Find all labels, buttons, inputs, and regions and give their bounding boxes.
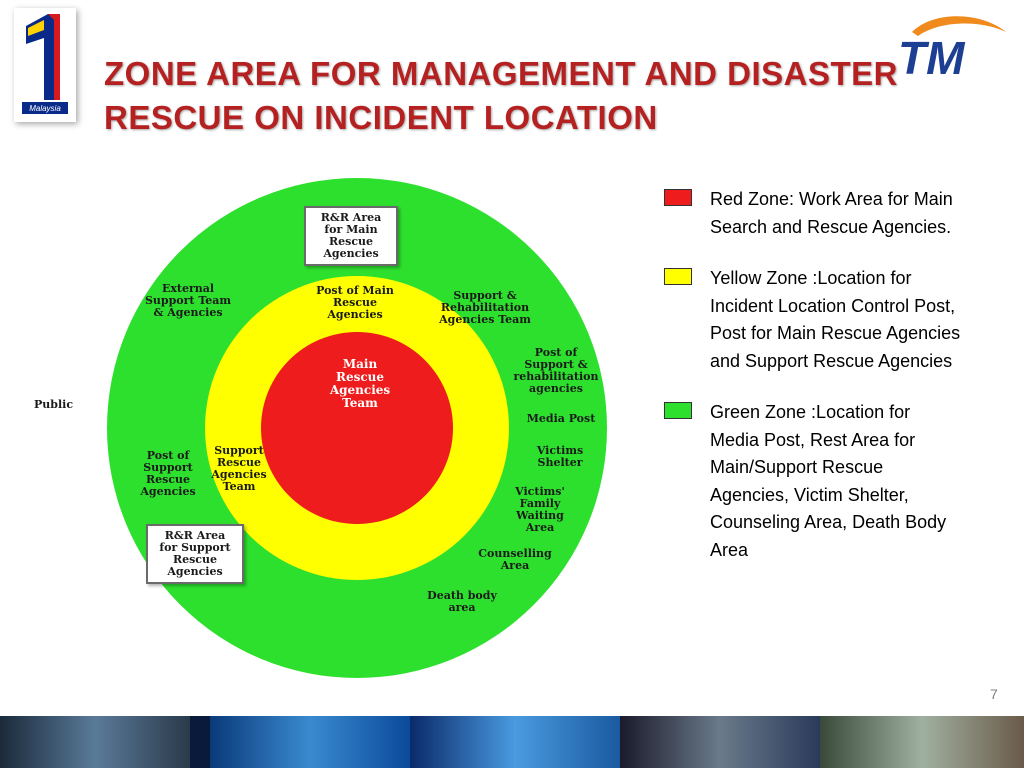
legend-text-red: Red Zone: Work Area for Main Search and Rescue Agencies. bbox=[710, 189, 953, 237]
strip-photo-4 bbox=[620, 716, 820, 768]
strip-photo-1 bbox=[0, 716, 190, 768]
external-support-label: External Support Team & Agencies bbox=[144, 282, 232, 319]
title-line-2: RESCUE ON INCIDENT LOCATION bbox=[104, 99, 658, 136]
victims-shelter-label: Victims Shelter bbox=[536, 444, 584, 469]
strip-photo-5 bbox=[820, 716, 1024, 768]
tm-logo bbox=[878, 10, 1016, 82]
legend-text-green: Green Zone :Location for Media Post, Rest Area for Main/Support Rescue Agencies, Victim Shelter, Counseling Area, Death Body Area bbox=[710, 402, 947, 560]
rr-main-label: R&R Area for Main Rescue Agencies bbox=[320, 211, 382, 260]
death-body-label: Death body area bbox=[427, 589, 497, 614]
legend-item-green bbox=[664, 399, 964, 564]
zone-diagram bbox=[0, 170, 640, 690]
red-zone-label: Main Rescue Agencies Team bbox=[329, 357, 391, 410]
legend-item-red bbox=[664, 186, 964, 241]
zone-legend bbox=[664, 186, 964, 588]
svg-text:TM: TM bbox=[898, 32, 965, 82]
rr-support-box bbox=[146, 524, 244, 584]
post-support-rescue-label: Post of Support Rescue Agencies bbox=[140, 449, 196, 498]
svg-text:Malaysia: Malaysia bbox=[29, 104, 61, 113]
strip-divider bbox=[190, 716, 210, 768]
green-swatch bbox=[664, 402, 692, 419]
strip-photo-2 bbox=[210, 716, 410, 768]
yellow-swatch bbox=[664, 268, 692, 285]
public-label: Public bbox=[34, 398, 74, 411]
family-waiting-label: Victims' Family Waiting Area bbox=[515, 485, 565, 534]
post-support-rehab-label: Post of Support & rehabilitation agencies bbox=[513, 346, 599, 395]
title-line-1: ZONE AREA FOR MANAGEMENT AND DISASTER bbox=[104, 55, 898, 92]
counselling-label: Counselling Area bbox=[478, 547, 552, 572]
post-main-rescue-label: Post of Main Rescue Agencies bbox=[316, 284, 394, 321]
strip-photo-3 bbox=[410, 716, 620, 768]
red-swatch bbox=[664, 189, 692, 206]
slide-title bbox=[104, 52, 898, 140]
rr-main-box bbox=[304, 206, 398, 266]
page-number: 7 bbox=[990, 686, 998, 702]
rehab-team-label: Support & Rehabilitation Agencies Team bbox=[439, 289, 531, 326]
legend-item-yellow bbox=[664, 265, 964, 375]
legend-text-yellow: Yellow Zone :Location for Incident Location Control Post, Post for Main Rescue Agencies and Support Rescue Agencies bbox=[710, 268, 961, 371]
rr-support-label: R&R Area for Support Rescue Agencies bbox=[159, 529, 231, 578]
support-rescue-team-label: Support Rescue Agencies Team bbox=[211, 444, 267, 493]
media-post-label: Media Post bbox=[526, 412, 596, 425]
photo-strip bbox=[0, 716, 1024, 768]
1malaysia-logo bbox=[14, 8, 76, 122]
